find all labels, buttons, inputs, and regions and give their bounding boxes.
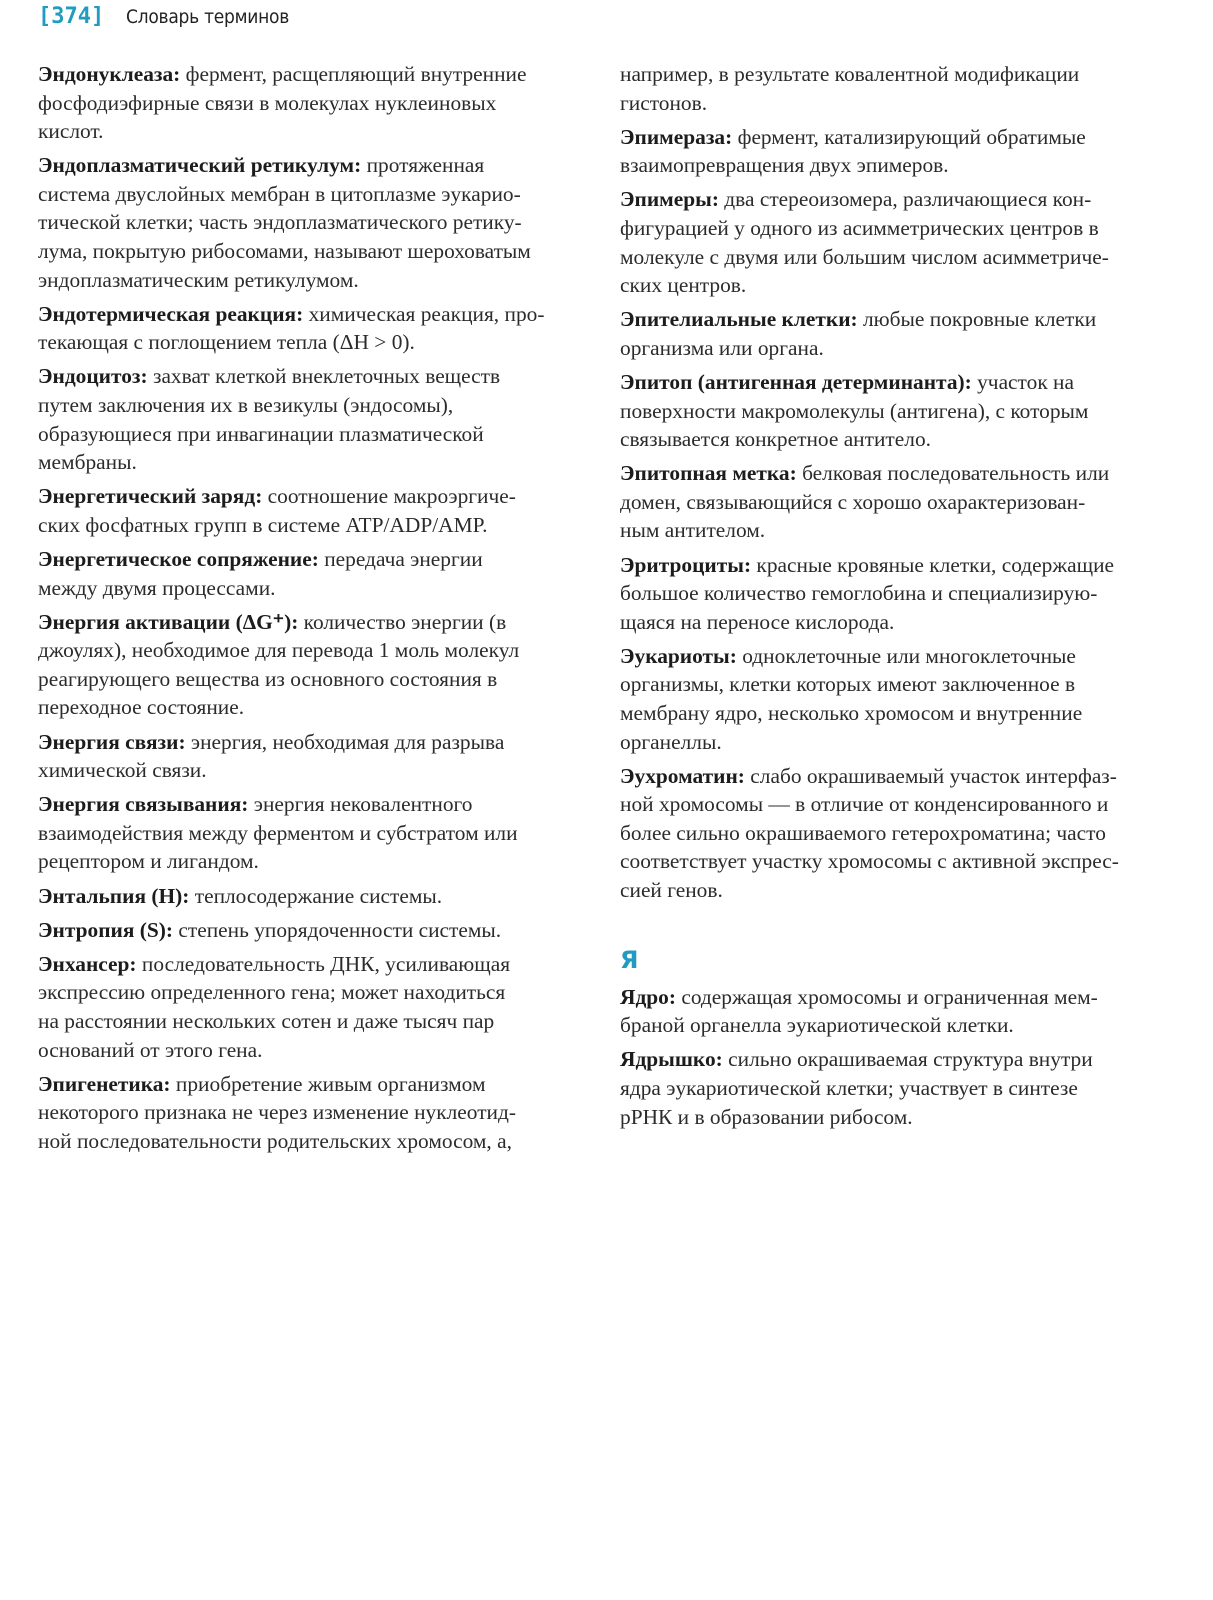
entry-line xyxy=(620,819,1152,848)
entry-line xyxy=(620,699,1152,728)
entry-line xyxy=(38,1127,568,1156)
glossary-entry xyxy=(38,60,568,146)
definition-text: любые покровные клетки xyxy=(857,307,1097,332)
glossary-entry xyxy=(38,300,568,357)
definition-text: количество энергии (в xyxy=(298,609,507,634)
entry-line xyxy=(620,214,1152,243)
definition-text: органеллы. xyxy=(620,729,722,754)
entry-line xyxy=(38,117,568,146)
entry-line xyxy=(38,362,568,391)
glossary-term: Эпигенетика: xyxy=(38,1071,171,1096)
entry-line xyxy=(620,368,1152,397)
definition-text: например, в результате ковалентной модификации xyxy=(620,62,1080,86)
definition-text: более сильно окрашиваемого гетерохроматина; часто xyxy=(620,820,1106,845)
definition-text: ских фосфатных групп в системе ATP/ADP/AMP. xyxy=(38,512,488,537)
glossary-term: Ядрышко: xyxy=(620,1047,723,1072)
glossary-entry xyxy=(38,151,568,294)
entry-line xyxy=(38,916,568,945)
definition-text: экспрессию определенного гена; может находиться xyxy=(38,980,506,1005)
glossary-entry xyxy=(620,551,1152,637)
definition-text: химической связи. xyxy=(38,758,207,783)
definition-text: система двуслойных мембран в цитоплазме эукарио- xyxy=(38,181,521,206)
glossary-term: Энергетическое сопряжение: xyxy=(38,547,319,571)
definition-text: фосфодиэфирные связи в молекулах нуклеиновых xyxy=(38,90,497,115)
entry-line xyxy=(38,1070,568,1099)
definition-text: белковая последовательность или xyxy=(796,461,1110,486)
definition-text: кислот. xyxy=(38,119,104,144)
glossary-term: Энергия связывания: xyxy=(38,792,249,817)
entry-line xyxy=(38,208,568,237)
glossary-term: Эпимеры: xyxy=(620,187,719,212)
entry-line xyxy=(620,397,1152,426)
glossary-entry xyxy=(620,459,1152,545)
entry-line xyxy=(620,847,1152,876)
entry-line xyxy=(620,790,1152,819)
entry-line xyxy=(38,882,568,911)
entry-line xyxy=(620,1045,1152,1074)
glossary-entry xyxy=(620,123,1152,180)
glossary-term: Эукариоты: xyxy=(620,643,737,668)
glossary-term: Энергия связи: xyxy=(38,729,186,754)
entry-line xyxy=(620,459,1152,488)
definition-text: красные кровяные клетки, содержащие xyxy=(751,552,1115,577)
entry-line xyxy=(38,420,568,449)
definition-text: поверхности макромолекулы (антигена), с которым xyxy=(620,398,1089,423)
entry-line xyxy=(38,636,568,665)
glossary-entry xyxy=(620,368,1152,454)
definition-text: слабо окрашиваемый участок интерфаз- xyxy=(744,763,1117,788)
glossary-term: Эндоцитоз: xyxy=(38,364,148,389)
definition-text: между двумя процессами. xyxy=(38,575,276,600)
definition-text: ядра эукариотической клетки; участвует в синтезе xyxy=(620,1075,1078,1100)
entry-line xyxy=(38,1007,568,1036)
definition-text: взаимодействия между ферментом и субстратом или xyxy=(38,820,518,845)
definition-text: протяженная xyxy=(361,153,485,178)
definition-text: последовательность ДНК, усиливающая xyxy=(136,951,511,976)
entry-line xyxy=(620,60,1152,89)
glossary-term: Энергетический заряд: xyxy=(38,484,263,509)
definition-text: теплосодержание системы. xyxy=(189,883,443,908)
glossary-term: Энергия активации (ΔG⁺): xyxy=(38,609,299,634)
entry-line xyxy=(620,579,1152,608)
glossary-entry xyxy=(38,790,568,876)
glossary-term: Энтропия (S): xyxy=(38,917,174,942)
entry-line xyxy=(620,305,1152,334)
definition-text: лума, покрытую рибосомами, называют шероховатым xyxy=(38,239,531,264)
entry-line xyxy=(620,334,1152,363)
definition-text: химическая реакция, про- xyxy=(303,301,545,326)
entry-line xyxy=(38,950,568,979)
definition-text: организма или органа. xyxy=(620,335,824,360)
entry-line xyxy=(620,762,1152,791)
section-letter: Я xyxy=(620,945,639,974)
entry-line xyxy=(620,983,1152,1012)
definition-text: взаимопревращения двух эпимеров. xyxy=(620,153,949,178)
entry-line xyxy=(620,876,1152,905)
definition-text: ным антителом. xyxy=(620,518,766,543)
definition-text: энергия, необходимая для разрыва xyxy=(185,729,505,754)
glossary-term: Ядро: xyxy=(620,984,676,1009)
glossary-term: Эпитоп (антигенная детерминанта): xyxy=(620,369,972,394)
glossary-entry xyxy=(38,916,568,945)
entry-line xyxy=(38,819,568,848)
entry-line xyxy=(620,728,1152,757)
glossary-entry xyxy=(38,728,568,785)
entry-line xyxy=(620,670,1152,699)
entry-line xyxy=(38,391,568,420)
right-column-entries-ya xyxy=(620,983,1152,1131)
glossary-entry xyxy=(620,983,1152,1040)
entry-line xyxy=(38,266,568,295)
definition-text: соответствует участку хромосомы с активной экспрес- xyxy=(620,849,1119,874)
entry-line xyxy=(620,1011,1152,1040)
entry-line xyxy=(620,425,1152,454)
definition-text: гистонов. xyxy=(620,90,708,115)
entry-line xyxy=(620,185,1152,214)
definition-text: связывается конкретное антитело. xyxy=(620,427,931,452)
glossary-entry xyxy=(620,185,1152,299)
glossary-term: Энхансер: xyxy=(38,951,137,976)
definition-text: степень упорядоченности системы. xyxy=(173,917,502,942)
entry-line xyxy=(38,574,568,603)
definition-text: передача энергии xyxy=(318,547,483,571)
entry-line xyxy=(620,89,1152,118)
definition-text: мембраны. xyxy=(38,450,137,475)
definition-text: фигурацией у одного из асимметрических центров в xyxy=(620,215,1099,240)
definition-text: переходное состояние. xyxy=(38,695,245,720)
entry-line xyxy=(38,511,568,540)
entry-line xyxy=(38,756,568,785)
entry-line xyxy=(620,1074,1152,1103)
page-number: [374] xyxy=(38,4,105,29)
glossary-entry xyxy=(620,305,1152,362)
glossary-term: Энтальпия (H): xyxy=(38,883,190,908)
definition-text: содержащая хромосомы и ограниченная мем- xyxy=(675,984,1098,1009)
glossary-term: Эндотермическая реакция: xyxy=(38,301,304,326)
entry-line xyxy=(38,847,568,876)
definition-text: некоторого признака не через изменение нуклеотид- xyxy=(38,1100,516,1125)
entry-line xyxy=(620,551,1152,580)
entry-line xyxy=(38,728,568,757)
glossary-entry xyxy=(620,762,1152,905)
glossary-term: Эпитопная метка: xyxy=(620,461,797,486)
right-column-entries xyxy=(620,60,1152,905)
glossary-entry xyxy=(38,608,568,722)
definition-text: захват клеткой внеклеточных веществ xyxy=(147,364,501,389)
definition-text: образующиеся при инвагинации плазматической xyxy=(38,421,484,446)
definition-text: джоулях), необходимое для перевода 1 моль молекул xyxy=(38,638,520,663)
definition-text: ной хромосомы — в отличие от конденсированного и xyxy=(620,792,1109,817)
entry-line xyxy=(38,608,568,637)
definition-text: рРНК и в образовании рибосом. xyxy=(620,1104,913,1129)
entry-line xyxy=(620,642,1152,671)
definition-text: большое количество гемоглобина и специализирую- xyxy=(620,581,1098,606)
glossary-entry xyxy=(38,882,568,911)
definition-text: энергия нековалентного xyxy=(248,792,473,817)
entry-line xyxy=(38,1098,568,1127)
entry-line xyxy=(38,237,568,266)
entry-line xyxy=(620,271,1152,300)
entry-line xyxy=(38,665,568,694)
right-column xyxy=(620,60,1152,1137)
definition-text: рецептором и лигандом. xyxy=(38,849,259,874)
entry-line xyxy=(38,978,568,1007)
definition-text: браной органелла эукариотической клетки. xyxy=(620,1013,1014,1038)
entry-line xyxy=(38,300,568,329)
definition-text: домен, связывающийся с хорошо охарактеризован- xyxy=(620,489,1086,514)
entry-line xyxy=(620,151,1152,180)
definition-text: сией генов. xyxy=(620,878,723,903)
glossary-entry xyxy=(38,362,568,476)
definition-text: реагирующего вещества из основного состояния в xyxy=(38,666,498,691)
entry-line xyxy=(620,1103,1152,1132)
glossary-entry xyxy=(38,1070,568,1156)
glossary-entry xyxy=(620,642,1152,756)
definition-text: путем заключения их в везикулы (эндосомы), xyxy=(38,393,454,418)
definition-text: сильно окрашиваемая структура внутри xyxy=(722,1047,1093,1072)
entry-line xyxy=(38,180,568,209)
glossary-entry xyxy=(38,950,568,1064)
definition-text: два стереоизомера, различающиеся кон- xyxy=(718,187,1092,212)
glossary-term: Эпимераза: xyxy=(620,124,733,149)
definition-text: одноклеточные или многоклеточные xyxy=(736,643,1076,668)
page-header xyxy=(38,4,307,34)
definition-text: мембрану ядро, несколько хромосом и внутренние xyxy=(620,700,1083,725)
entry-line xyxy=(38,60,568,89)
definition-text: приобретение живым организмом xyxy=(170,1071,486,1096)
glossary-term: Эндоплазматический ретикулум: xyxy=(38,153,362,178)
entry-line xyxy=(620,608,1152,637)
definition-text: участок на xyxy=(971,369,1074,394)
entry-line xyxy=(38,448,568,477)
entry-line xyxy=(620,123,1152,152)
glossary-term: Эухроматин: xyxy=(620,763,745,788)
definition-text: фермент, катализирующий обратимые xyxy=(732,124,1086,149)
entry-line xyxy=(620,516,1152,545)
definition-text: молекуле с двумя или большим числом асимметриче- xyxy=(620,244,1109,269)
glossary-entry xyxy=(620,1045,1152,1131)
definition-text: на расстоянии нескольких сотен и даже тысяч пар xyxy=(38,1008,495,1033)
definition-text: ной последовательности родительских хромосом, а, xyxy=(38,1128,512,1153)
entry-line xyxy=(38,693,568,722)
glossary-entry xyxy=(38,545,568,602)
entry-line xyxy=(38,89,568,118)
definition-text: соотношение макроэргиче- xyxy=(262,484,516,509)
entry-line xyxy=(38,790,568,819)
entry-line xyxy=(38,482,568,511)
glossary-term: Эпителиальные клетки: xyxy=(620,307,858,332)
entry-line xyxy=(38,151,568,180)
running-title: Словарь терминов xyxy=(126,6,290,28)
left-column xyxy=(38,60,568,1161)
definition-text: эндоплазматическим ретикулумом. xyxy=(38,267,359,292)
glossary-term: Эндонуклеаза: xyxy=(38,62,181,86)
definition-text: тической клетки; часть эндоплазматического ретику- xyxy=(38,210,522,235)
definition-text: фермент, расщепляющий внутренние xyxy=(180,62,527,86)
entry-line xyxy=(38,328,568,357)
glossary-entry xyxy=(38,482,568,539)
entry-line xyxy=(38,1036,568,1065)
entry-line xyxy=(620,243,1152,272)
glossary-entry xyxy=(620,60,1152,117)
entry-line xyxy=(38,545,568,574)
glossary-term: Эритроциты: xyxy=(620,552,752,577)
definition-text: ских центров. xyxy=(620,273,747,298)
definition-text: оснований от этого гена. xyxy=(38,1037,263,1062)
entry-line xyxy=(620,488,1152,517)
definition-text: организмы, клетки которых имеют заключенное в xyxy=(620,672,1076,697)
definition-text: текающая с поглощением тепла (ΔH > 0). xyxy=(38,330,415,355)
definition-text: щаяся на переносе кислорода. xyxy=(620,609,895,634)
